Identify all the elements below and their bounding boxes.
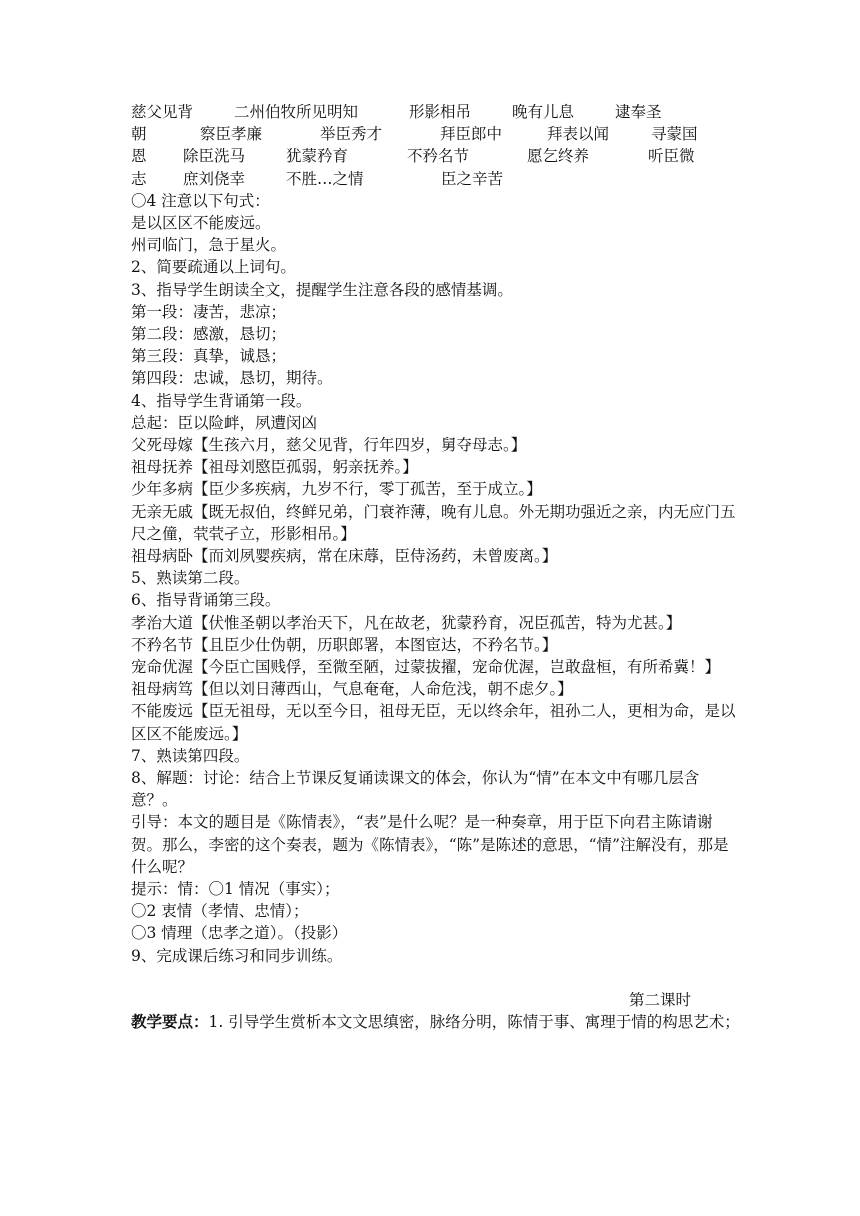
vocab-term: 逮奉圣 xyxy=(615,103,662,121)
text-line: 是以区区不能废远。 xyxy=(131,213,271,232)
text-line: 9、完成课后练习和同步训练。 xyxy=(131,946,343,965)
text-line: 〇3 情理（忠孝之道）。（投影） xyxy=(131,924,348,943)
text-line: 祖母抚养【祖母刘愍臣孤弱，躬亲抚养。】 xyxy=(131,458,418,477)
vocab-row-2 xyxy=(131,123,743,145)
text-line: 3、指导学生朗读全文，提醒学生注意各段的感情基调。 xyxy=(131,280,513,299)
text-line: 〇2 衷情（孝情、忠情）； xyxy=(131,902,309,921)
text-line: 祖母病笃【但以刘日薄西山，气息奄奄，人命危浅，朝不虑夕。】 xyxy=(131,680,573,699)
text-line: 总起：臣以险衅，夙遭闵凶 xyxy=(131,413,318,432)
text-line: 州司临门，急于星火。 xyxy=(131,236,287,255)
vocab-term: 臣之辛苦 xyxy=(441,169,504,188)
text-line: 7、熟读第四段。 xyxy=(131,746,250,765)
vocab-term: 举臣秀才 xyxy=(320,125,383,144)
teaching-points-text: 1. 引导学生赏析本文文思缜密，脉络分明，陈情于事、寓理于情的构思艺术； xyxy=(208,1013,740,1032)
text-line: 祖母病卧【而刘夙婴疾病，常在床蓐，臣侍汤药，未曾废离。】 xyxy=(131,547,558,565)
teaching-points xyxy=(131,1011,743,1033)
text-line: 少年多病【臣少多疾病，九岁不行，零丁孤苦，至于成立。】 xyxy=(131,480,542,499)
text-line: 第一段：凄苦，悲凉； xyxy=(131,302,287,321)
teaching-points-label: 教学要点： xyxy=(131,1012,209,1032)
vocab-row-3 xyxy=(131,145,743,167)
vocab-term: 晚有儿息 xyxy=(512,103,575,121)
vocab-term: 察臣孝廉 xyxy=(200,125,263,144)
text-line: 第二段：感激，恳切； xyxy=(131,324,287,343)
vocab-term: 拜臣郎中 xyxy=(440,125,503,144)
vocab-term: 犹蒙矜育 xyxy=(286,147,349,166)
text-line: 不矜名节【且臣少仕伪朝，历职郎署，本图宦达，不矜名节。】 xyxy=(131,635,558,654)
vocab-term: 听臣微 xyxy=(648,147,695,166)
vocab-term: 除臣洗马 xyxy=(183,147,246,166)
vocab-term: 愿乞终养 xyxy=(527,147,590,166)
vocab-term: 庶刘侥幸 xyxy=(183,169,246,188)
vocab-term: 恩 xyxy=(131,147,147,166)
vocab-term: 拜表以闻 xyxy=(547,125,610,144)
text-line: 6、指导背诵第三段。 xyxy=(131,591,281,610)
text-line: 5、熟读第二段。 xyxy=(131,569,250,588)
text-line: 8、解题：讨论：结合上节课反复诵读课文的体会，你认为“情”在本文中有哪几层含意？。 xyxy=(131,769,700,810)
text-line: 不能废远【臣无祖母，无以至今日，祖母无臣，无以终余年，祖孙二人，更相为命，是以区区不能废远。】 xyxy=(131,702,736,743)
text-line: 无亲无戚【既无叔伯，终鲜兄弟，门衰祚薄，晚有儿息。外无期功强近之亲，内无应门五尺之僮，茕茕孑立，形影相吊。】 xyxy=(131,502,736,543)
text-line: 引导：本文的题目是《陈情表》，“表”是什么呢？是一种奏章，用于臣下向君主陈请谢贺。那么，李密的这个奏表，题为《陈情表》，“陈”是陈述的意思，“情”注解没有，那是什么呢？ xyxy=(131,813,729,876)
section-title: 第二课时 xyxy=(628,991,691,1010)
vocab-row-4 xyxy=(131,168,743,190)
text-line: 提示：情：〇1 情况（事实）； xyxy=(131,880,340,899)
text-line: 2、简要疏通以上词句。 xyxy=(131,258,296,277)
vocab-row-1 xyxy=(131,101,743,123)
text-line: 〇4 注意以下句式： xyxy=(131,191,270,210)
vocab-term: 朝 xyxy=(131,125,147,144)
text-line: 父死母嫁【生孩六月，慈父见背，行年四岁，舅夺母志。】 xyxy=(131,435,527,454)
vocab-term: 寻蒙国 xyxy=(651,125,698,144)
text-line: 第三段：真挚，诚恳； xyxy=(131,347,287,366)
vocab-term: 二州伯牧所见明知 xyxy=(234,103,359,121)
text-line: 4、指导学生背诵第一段。 xyxy=(131,391,312,410)
text-line: 第四段：忠诚，恳切，期待。 xyxy=(131,369,333,388)
vocab-term: 不矜名节 xyxy=(407,147,470,166)
vocab-term: 慈父见背 xyxy=(131,103,194,121)
blank-line xyxy=(131,967,743,989)
vocab-term: 志 xyxy=(131,169,147,188)
lesson-content xyxy=(131,101,743,1033)
text-line: 宠命优渥【今臣亡国贱俘，至微至陋，过蒙拔擢，宠命优渥，岂敢盘桓，有所希冀！】 xyxy=(131,658,721,677)
vocab-term: 不胜…之情 xyxy=(286,169,364,188)
vocab-term: 形影相吊 xyxy=(409,103,472,121)
text-line: 孝治大道【伏惟圣朝以孝治天下，凡在故老，犹蒙矜育，况臣孤苦，特为尤甚。】 xyxy=(131,613,682,632)
